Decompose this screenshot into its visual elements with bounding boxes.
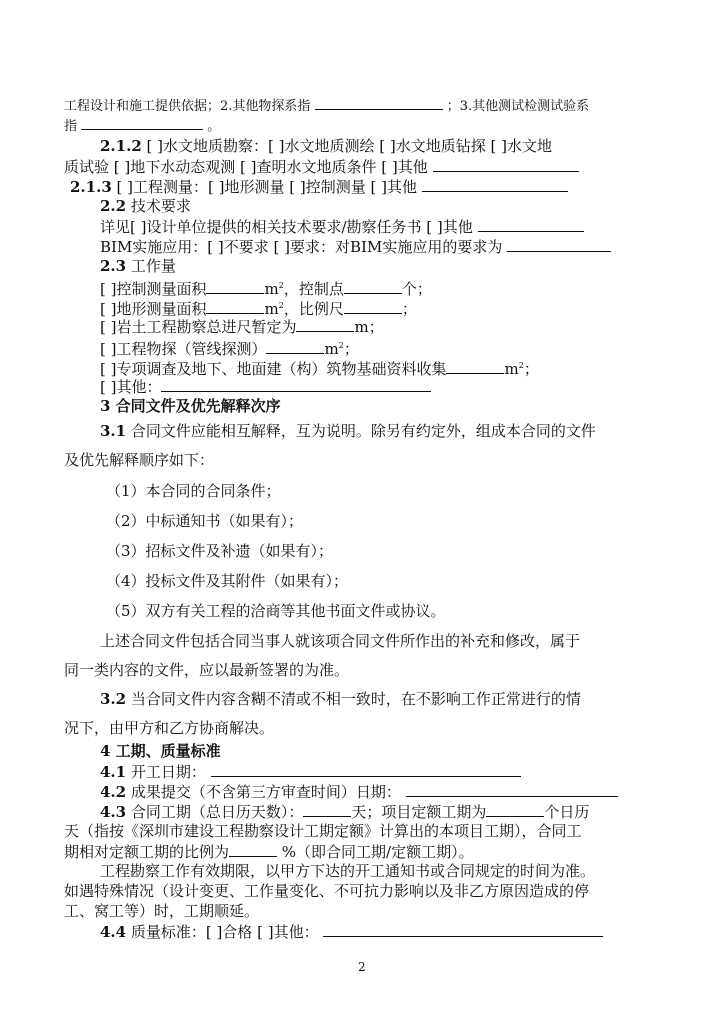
superscript: 2 bbox=[518, 361, 524, 370]
text-line bbox=[64, 156, 579, 177]
blank-underline bbox=[446, 358, 504, 374]
text-line: 及优先解释顺序如下： bbox=[64, 451, 215, 469]
text-line: 同一类内容的文件，应以最新签署的为准。 bbox=[64, 661, 350, 679]
text: [ ]岩土工程勘察总进尺暂定为 bbox=[100, 318, 297, 336]
section-number: 4.1 bbox=[100, 763, 127, 781]
blank-underline bbox=[315, 94, 443, 110]
superscript: 2 bbox=[338, 341, 344, 350]
paragraph-4-4 bbox=[100, 921, 603, 942]
list-item: （1）本合同的合同条件； bbox=[106, 482, 281, 500]
blank-underline bbox=[433, 156, 579, 172]
text: %（即合同工期/定额工期）。 bbox=[281, 843, 474, 861]
text-line: 况下，由甲方和乙方协商解决。 bbox=[64, 719, 275, 737]
text: ；3.其他测试检测试验系 bbox=[446, 99, 590, 114]
unit: m bbox=[324, 340, 339, 358]
blank-underline bbox=[206, 298, 264, 314]
text: [ ]工程测量：[ ]地形测量 [ ]控制测量 [ ]其他 bbox=[116, 178, 417, 196]
blank-underline bbox=[303, 801, 351, 817]
superscript: 2 bbox=[278, 281, 284, 290]
text: [ ]专项调查及地下、地面建（构）筑物基础资料收集 bbox=[100, 360, 447, 378]
text: ，比例尺 bbox=[283, 300, 344, 318]
workload-item bbox=[100, 316, 384, 337]
text: 质量标准：[ ]合格 [ ]其他： bbox=[130, 923, 319, 941]
blank-underline bbox=[211, 761, 521, 777]
blank-underline bbox=[507, 236, 611, 252]
unit: m bbox=[264, 280, 279, 298]
blank-underline bbox=[206, 278, 264, 294]
blank-underline bbox=[266, 338, 324, 354]
text: 质试验 [ ]地下水动态观测 [ ]查明水文地质条件 [ ]其他 bbox=[64, 158, 428, 176]
blank-underline bbox=[344, 298, 402, 314]
text-line: 天（指按《深圳市建设工程勘察设计工期定额》计算出的本项目工期），合同工 bbox=[64, 822, 582, 840]
section-2-2 bbox=[100, 196, 191, 216]
paragraph-4-3 bbox=[100, 801, 589, 822]
text-line bbox=[100, 236, 611, 257]
section-title: 工作量 bbox=[130, 257, 176, 275]
section-number: 4.4 bbox=[100, 923, 127, 941]
text: 合同文件应能相互解释，互为说明。除另有约定外，组成本合同的文件 bbox=[130, 422, 596, 440]
section-number: 2.1.3 bbox=[70, 178, 112, 196]
workload-item bbox=[100, 376, 431, 397]
text: [ ]工程物探（管线探测） bbox=[100, 340, 267, 358]
text-line: 工程勘察工作有效期限，以甲方下达的开工通知书或合同规定的时间为准。 bbox=[100, 862, 596, 880]
text: 。 bbox=[207, 119, 221, 134]
paragraph-3-1 bbox=[100, 421, 596, 441]
text: 详见[ ]设计单位提供的相关技术要求/勘察任务书 [ ]其他 bbox=[100, 218, 473, 236]
list-item: （3）招标文件及补遗（如果有）； bbox=[106, 542, 334, 560]
text: 指 bbox=[64, 119, 78, 134]
unit: m bbox=[264, 300, 279, 318]
blank-underline bbox=[323, 921, 603, 937]
blank-underline bbox=[296, 316, 354, 332]
text-line bbox=[64, 114, 220, 137]
text: 当合同文件内容含糊不清或不相一致时，在不影响工作正常进行的情 bbox=[130, 690, 581, 708]
text-line: 如遇特殊情况（设计变更、工作量变化、不可抗力影响以及非乙方原因造成的停 bbox=[64, 882, 590, 900]
section-number: 2.1.2 bbox=[100, 137, 142, 155]
text: 天；项目定额工期为 bbox=[351, 803, 487, 821]
text: ，控制点 bbox=[283, 280, 344, 298]
text: 个； bbox=[401, 280, 432, 298]
superscript: 2 bbox=[278, 301, 284, 310]
blank-underline bbox=[406, 781, 618, 797]
text: [ ]地形测量面积 bbox=[100, 300, 207, 318]
section-number: 3.1 bbox=[100, 422, 127, 440]
list-item: （4）投标文件及其附件（如果有）； bbox=[106, 572, 349, 590]
blank-underline bbox=[81, 114, 203, 130]
list-item: （5）双方有关工程的洽商等其他书面文件或协议。 bbox=[106, 602, 446, 620]
text: 期相对定额工期的比例为 bbox=[64, 843, 230, 861]
section-2-1-3 bbox=[70, 176, 568, 197]
heading-section-3: 3 合同文件及优先解释次序 bbox=[100, 397, 281, 415]
paragraph-4-1 bbox=[100, 761, 521, 782]
text: [ ]水文地质勘察：[ ]水文地质测绘 [ ]水文地质钻探 [ ]水文地 bbox=[146, 137, 552, 155]
page-number: 2 bbox=[358, 960, 366, 974]
text: 合同工期（总日历天数）： bbox=[130, 803, 304, 821]
text-line: 工、窝工等）时，工期顺延。 bbox=[64, 902, 260, 920]
section-title: 技术要求 bbox=[130, 197, 191, 215]
text: 工程设计和施工提供依据；2.其他物探系指 bbox=[64, 99, 311, 114]
section-number: 2.2 bbox=[100, 197, 127, 215]
section-2-3 bbox=[100, 256, 176, 276]
blank-underline bbox=[486, 801, 544, 817]
text: 成果提交（不含第三方审查时间）日期： bbox=[130, 783, 401, 801]
blank-underline bbox=[344, 278, 402, 294]
text-line bbox=[100, 216, 584, 237]
text: [ ]其他： bbox=[100, 378, 162, 396]
section-2-1-2 bbox=[100, 136, 552, 156]
text-line bbox=[64, 841, 474, 862]
text: ； bbox=[523, 360, 539, 378]
paragraph-4-2 bbox=[100, 781, 618, 802]
text-line: 上述合同文件包括合同当事人就该项合同文件所作出的补充和修改，属于 bbox=[100, 632, 581, 650]
blank-underline bbox=[422, 176, 568, 192]
text: 个日历 bbox=[544, 803, 590, 821]
section-number: 4.2 bbox=[100, 783, 127, 801]
text: BIM实施应用：[ ]不要求 [ ]要求：对BIM实施应用的要求为 bbox=[100, 238, 503, 256]
list-item: （2）中标通知书（如果有）； bbox=[106, 512, 304, 530]
text: ； bbox=[401, 300, 417, 318]
section-number: 3.2 bbox=[100, 690, 127, 708]
blank-underline bbox=[161, 376, 431, 392]
text: ； bbox=[343, 340, 359, 358]
section-number: 4.3 bbox=[100, 803, 127, 821]
text: m； bbox=[354, 318, 384, 336]
text: 开工日期： bbox=[130, 763, 206, 781]
heading-section-4: 4 工期、质量标准 bbox=[100, 742, 221, 760]
unit: m bbox=[504, 360, 519, 378]
paragraph-3-2 bbox=[100, 689, 581, 709]
blank-underline bbox=[478, 216, 584, 232]
text: [ ]控制测量面积 bbox=[100, 280, 207, 298]
section-number: 2.3 bbox=[100, 257, 127, 275]
blank-underline bbox=[229, 841, 277, 857]
